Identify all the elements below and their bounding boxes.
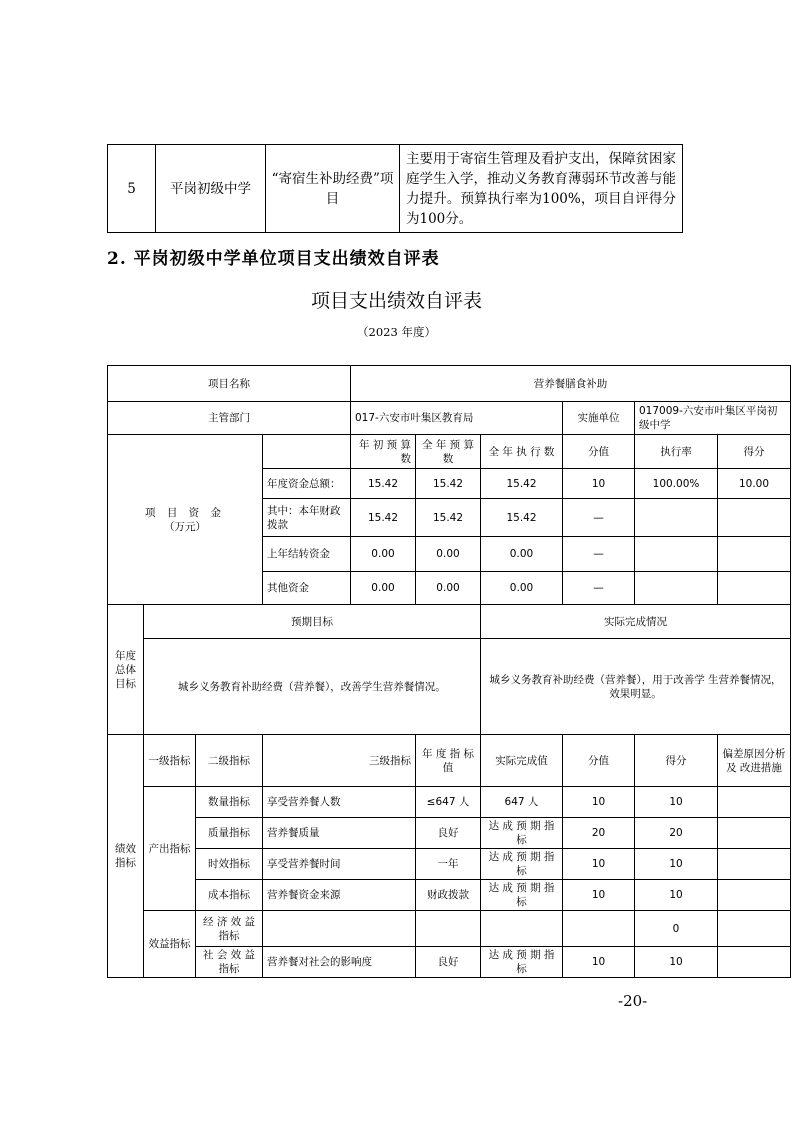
header-actual: 实际完成值 xyxy=(481,735,563,787)
benefit-label: 效益指标 xyxy=(144,911,196,978)
indicator-level2: 质量指标 xyxy=(196,818,263,849)
funds-unit: （万元） xyxy=(164,520,206,533)
header-target: 年 度 指 标 值 xyxy=(416,735,481,787)
row-project: “寄宿生补助经费”项目 xyxy=(266,145,400,233)
table-row xyxy=(108,880,791,911)
indicator-deviation xyxy=(718,787,791,818)
indicator-level3: 营养餐质量 xyxy=(263,818,416,849)
table-row xyxy=(108,911,791,947)
funds-initial: 0.00 xyxy=(351,572,416,605)
funds-score: 10.00 xyxy=(718,469,791,499)
funds-score xyxy=(718,499,791,537)
expected-text: 城乡义务教育补助经费（营养餐），改善学生营养餐情况。 xyxy=(144,639,481,735)
funds-initial: 0.00 xyxy=(351,537,416,572)
funds-initial: 15.42 xyxy=(351,499,416,537)
indicator-level3: 享受营养餐人数 xyxy=(263,787,416,818)
indicator-level3: 享受营养餐时间 xyxy=(263,849,416,880)
funds-score-value: 10 xyxy=(563,469,635,499)
indicator-level2: 数量指标 xyxy=(196,787,263,818)
indicator-actual: 647 人 xyxy=(481,787,563,818)
indicator-level3 xyxy=(263,911,416,947)
funds-row-label: 其他资金 xyxy=(263,572,351,605)
indicator-score-value xyxy=(563,911,635,947)
funds-row-label: 其中：本年财政拨款 xyxy=(263,499,351,537)
indicator-score: 10 xyxy=(635,787,718,818)
page-title: 项目支出绩效自评表 xyxy=(310,290,482,312)
output-label: 产出指标 xyxy=(144,787,196,911)
header-initial-budget: 年 初 预 算数 xyxy=(351,435,416,469)
funds-header-blank xyxy=(263,435,351,469)
indicator-deviation xyxy=(718,849,791,880)
indicator-score: 0 xyxy=(635,911,718,947)
dept-value: 017-六安市叶集区教育局 xyxy=(351,402,563,435)
table-row xyxy=(108,435,791,469)
indicator-level3: 营养餐对社会的影响度 xyxy=(263,947,416,978)
table-row xyxy=(108,787,791,818)
funds-annual: 15.42 xyxy=(416,499,481,537)
expected-label: 预期目标 xyxy=(144,605,481,639)
header-score-value: 分值 xyxy=(563,735,635,787)
indicator-target xyxy=(416,911,481,947)
indicator-score: 10 xyxy=(635,947,718,978)
funds-score-value: — xyxy=(563,572,635,605)
indicator-actual: 达 成 预 期 指标 xyxy=(481,818,563,849)
indicator-score-value: 20 xyxy=(563,818,635,849)
dept-label: 主管部门 xyxy=(108,402,351,435)
indicator-target: 良好 xyxy=(416,818,481,849)
header-executed: 全 年 执 行 数 xyxy=(481,435,563,469)
funds-executed: 0.00 xyxy=(481,537,563,572)
indicator-actual: 达 成 预 期 指标 xyxy=(481,947,563,978)
perf-label: 绩效指标 xyxy=(108,735,144,978)
header-level1: 一级指标 xyxy=(144,735,196,787)
funds-annual: 0.00 xyxy=(416,572,481,605)
indicator-actual xyxy=(481,911,563,947)
funds-row-label: 年度资金总额： xyxy=(263,469,351,499)
funds-annual: 0.00 xyxy=(416,537,481,572)
impl-value: 017009-六安市叶集区平岗初级中学 xyxy=(635,402,791,435)
funds-annual: 15.42 xyxy=(416,469,481,499)
impl-label: 实施单位 xyxy=(563,402,635,435)
indicator-actual: 达 成 预 期 指标 xyxy=(481,849,563,880)
funds-executed: 15.42 xyxy=(481,499,563,537)
indicator-target: 一年 xyxy=(416,849,481,880)
header-level3: 三级指标 xyxy=(263,735,416,787)
indicator-deviation xyxy=(718,880,791,911)
header-deviation: 偏差原因分析及 改进措施 xyxy=(718,735,791,787)
project-name-label: 项目名称 xyxy=(108,366,351,402)
funds-row-label: 上年结转资金 xyxy=(263,537,351,572)
funds-score xyxy=(718,572,791,605)
actual-text: 城乡义务教育补助经费（营养餐），用于改善学 生营养餐情况，效果明显。 xyxy=(481,639,791,735)
indicator-level2: 成本指标 xyxy=(196,880,263,911)
table-row xyxy=(108,605,791,639)
indicator-score: 20 xyxy=(635,818,718,849)
table-row xyxy=(108,849,791,880)
table-row xyxy=(108,639,791,735)
project-summary-table xyxy=(107,144,683,233)
table-row xyxy=(108,145,683,233)
funds-rate xyxy=(635,572,718,605)
year-label: （2023 年度） xyxy=(357,325,436,339)
actual-label: 实际完成情况 xyxy=(481,605,791,639)
funds-score-value: — xyxy=(563,499,635,537)
funds-rate: 100.00% xyxy=(635,469,718,499)
funds-executed: 0.00 xyxy=(481,572,563,605)
funds-label-cell xyxy=(108,435,263,605)
table-row xyxy=(108,402,791,435)
indicator-deviation xyxy=(718,911,791,947)
indicator-score: 10 xyxy=(635,880,718,911)
row-description: 主要用于寄宿生管理及看护支出，保障贫困家庭学生入学，推动义务教育薄弱环节改善与能力提升。预算执行率为100%，项目自评得分为100分。 xyxy=(400,145,683,233)
funds-rate xyxy=(635,499,718,537)
funds-executed: 15.42 xyxy=(481,469,563,499)
funds-rate xyxy=(635,537,718,572)
indicator-score-value: 10 xyxy=(563,880,635,911)
indicator-deviation xyxy=(718,818,791,849)
header-annual-budget: 全 年 预 算 数 xyxy=(416,435,481,469)
header-execution-rate: 执行率 xyxy=(635,435,718,469)
header-score-value: 分值 xyxy=(563,435,635,469)
table-row xyxy=(108,947,791,978)
indicator-deviation xyxy=(718,947,791,978)
table-row xyxy=(108,366,791,402)
indicator-target: 财政拨款 xyxy=(416,880,481,911)
table-row xyxy=(108,735,791,787)
indicator-score: 10 xyxy=(635,849,718,880)
project-name: 营养餐膳食补助 xyxy=(351,366,791,402)
indicator-score-value: 10 xyxy=(563,849,635,880)
table-row xyxy=(108,818,791,849)
evaluation-table xyxy=(107,365,791,978)
indicator-target: ≤647 人 xyxy=(416,787,481,818)
indicator-target: 良好 xyxy=(416,947,481,978)
indicator-score-value: 10 xyxy=(563,787,635,818)
header-score: 得分 xyxy=(635,735,718,787)
funds-initial: 15.42 xyxy=(351,469,416,499)
header-level2: 二级指标 xyxy=(196,735,263,787)
indicator-level3: 营养餐资金来源 xyxy=(263,880,416,911)
indicator-level2: 社 会 效 益 指标 xyxy=(196,947,263,978)
header-score: 得分 xyxy=(718,435,791,469)
indicator-level2: 时效指标 xyxy=(196,849,263,880)
indicator-actual: 达 成 预 期 指标 xyxy=(481,880,563,911)
page-number: -20- xyxy=(618,992,648,1010)
indicator-score-value: 10 xyxy=(563,947,635,978)
funds-score xyxy=(718,537,791,572)
funds-label: 项 目 资 金 xyxy=(144,506,225,519)
section-heading: 2. 平岗初级中学单位项目支出绩效自评表 xyxy=(107,249,440,269)
goal-label: 年度总体目标 xyxy=(108,605,144,735)
indicator-level2: 经 济 效 益 指标 xyxy=(196,911,263,947)
row-index: 5 xyxy=(108,145,156,233)
funds-score-value: — xyxy=(563,537,635,572)
row-unit: 平岗初级中学 xyxy=(156,145,266,233)
